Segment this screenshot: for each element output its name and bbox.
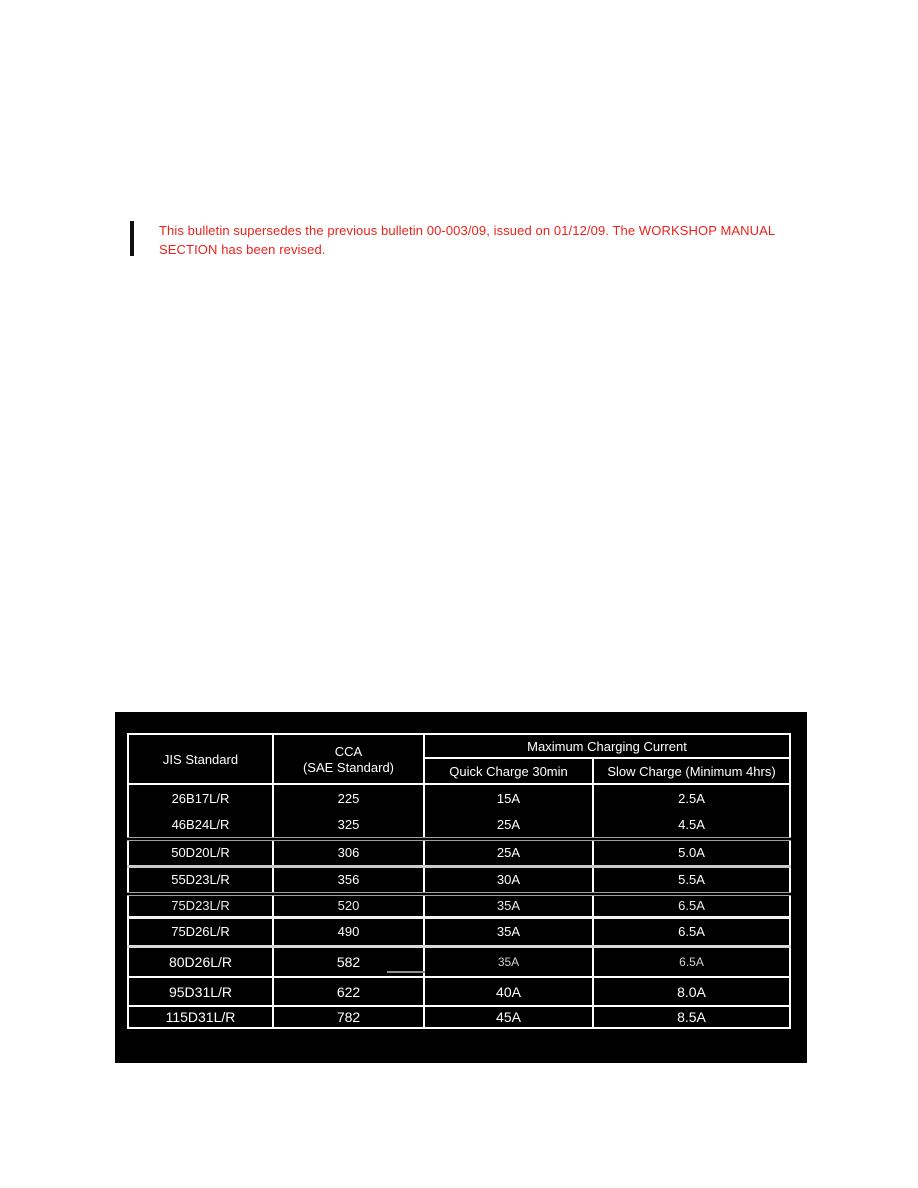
table-row — [128, 839, 790, 866]
slow-charge-cell: 4.5A — [593, 811, 790, 839]
jis-cell: 75D23L/R — [128, 894, 273, 917]
quick-charge-cell: 45A — [424, 1006, 593, 1028]
jis-cell: 46B24L/R — [128, 811, 273, 839]
header-cca-line-2: (SAE Standard) — [302, 759, 395, 775]
slow-charge-cell: 5.5A — [593, 866, 790, 894]
quick-charge-cell: 35A — [424, 894, 593, 917]
header-maximum-charging-current: Maximum Charging Current — [424, 734, 790, 758]
table-row — [128, 917, 790, 946]
header-cca-sae — [273, 734, 424, 784]
table-row — [128, 946, 790, 977]
revision-notice-line-1: This bulletin supersedes the previous bulletin 00-003/09, issued on 01/12/09. The WORKSHOP MANUAL — [159, 223, 776, 238]
quick-charge-cell: 25A — [424, 839, 593, 866]
jis-cell: 26B17L/R — [128, 784, 273, 811]
header-quick-charge: Quick Charge 30min — [424, 758, 593, 784]
quick-charge-cell: 35A — [424, 917, 593, 946]
jis-cell: 55D23L/R — [128, 866, 273, 894]
table-row — [128, 977, 790, 1006]
revision-notice-line-2: SECTION has been revised. — [159, 242, 326, 257]
slow-charge-cell: 6.5A — [593, 946, 790, 977]
table-row — [128, 784, 790, 811]
cca-cell: 356 — [273, 866, 424, 894]
cca-cell: 225 — [273, 784, 424, 811]
slow-charge-cell: 2.5A — [593, 784, 790, 811]
header-cca-line-1: CCA — [334, 743, 363, 759]
jis-cell: 80D26L/R — [128, 946, 273, 977]
table-row — [128, 1006, 790, 1028]
header-slow-charge: Slow Charge (Minimum 4hrs) — [593, 758, 790, 784]
quick-charge-cell: 15A — [424, 784, 593, 811]
quick-charge-cell: 30A — [424, 866, 593, 894]
jis-cell: 75D26L/R — [128, 917, 273, 946]
battery-charging-table — [127, 733, 791, 1029]
cca-cell: 490 — [273, 917, 424, 946]
slow-charge-cell: 8.0A — [593, 977, 790, 1006]
header-jis-standard: JIS Standard — [128, 734, 273, 784]
slow-charge-cell: 5.0A — [593, 839, 790, 866]
jis-cell: 95D31L/R — [128, 977, 273, 1006]
revision-change-bar — [130, 221, 134, 256]
slow-charge-cell: 6.5A — [593, 894, 790, 917]
battery-charging-table-panel — [115, 712, 807, 1063]
cca-cell: 325 — [273, 811, 424, 839]
slow-charge-cell: 6.5A — [593, 917, 790, 946]
scan-artifact-line — [387, 971, 425, 973]
slow-charge-cell: 8.5A — [593, 1006, 790, 1028]
cca-cell: 782 — [273, 1006, 424, 1028]
table-row — [128, 811, 790, 839]
cca-cell: 306 — [273, 839, 424, 866]
cca-cell: 520 — [273, 894, 424, 917]
jis-cell: 115D31L/R — [128, 1006, 273, 1028]
table-row — [128, 894, 790, 917]
quick-charge-cell: 35A — [424, 946, 593, 977]
jis-cell: 50D20L/R — [128, 839, 273, 866]
cca-cell: 622 — [273, 977, 424, 1006]
quick-charge-cell: 40A — [424, 977, 593, 1006]
revision-notice — [159, 221, 809, 259]
quick-charge-cell: 25A — [424, 811, 593, 839]
table-row — [128, 866, 790, 894]
cca-cell: 582 — [273, 946, 424, 977]
